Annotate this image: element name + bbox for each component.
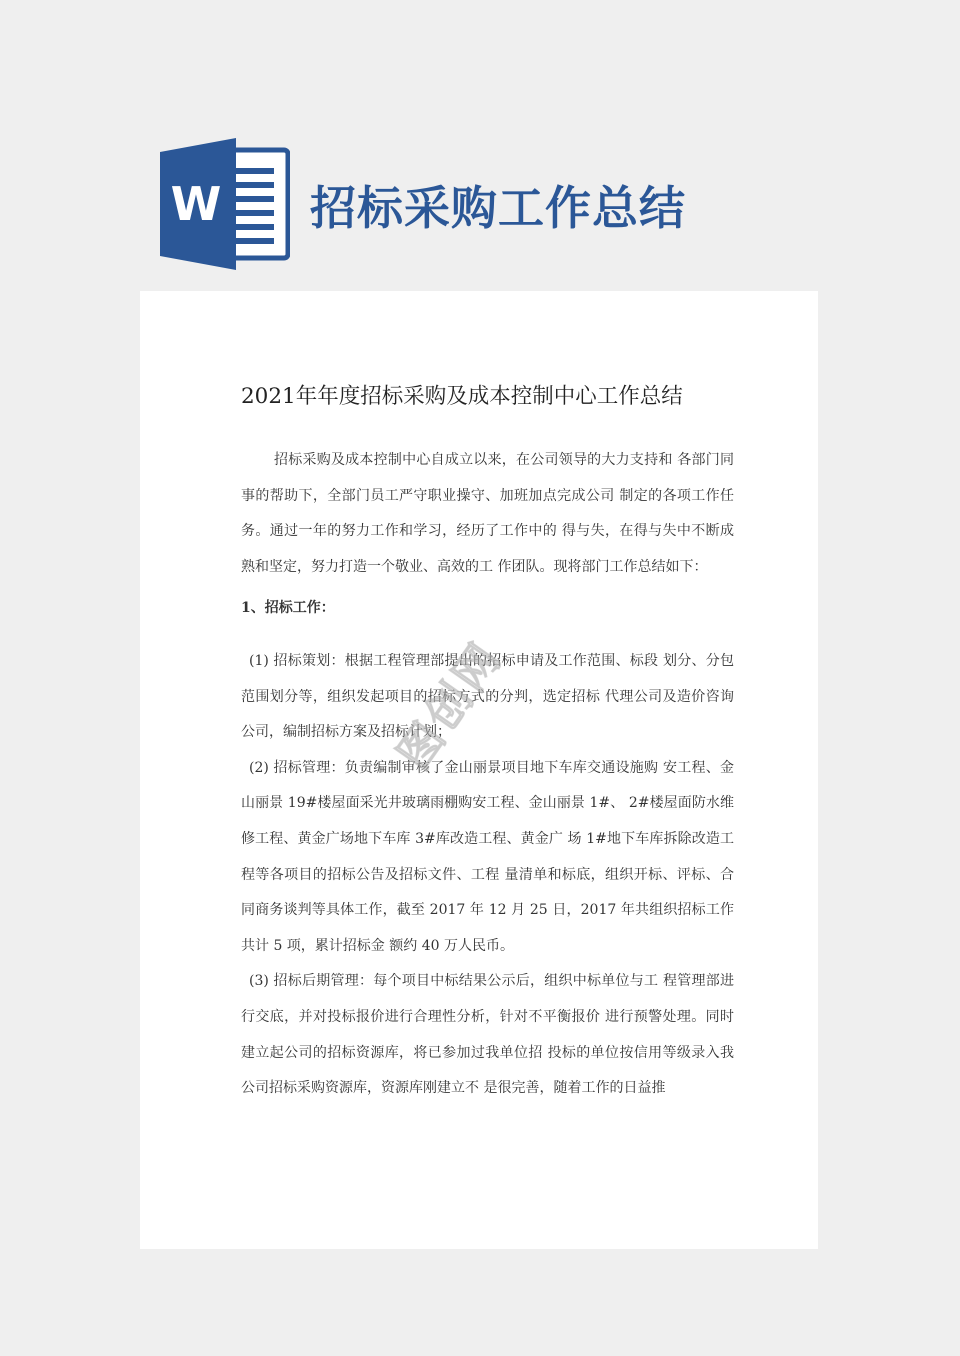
list-item bbox=[241, 751, 734, 965]
header bbox=[158, 138, 858, 272]
section-heading: 1、招标工作： bbox=[241, 600, 335, 617]
item-text: 招标策划：根据工程管理部提出的招标申请及工作范围、标段 划分、分包范围划分等，组织发起项目的招标方式的分判，选定招标 代理公司及造价咨询公司，编制招标方案及招标计划； bbox=[241, 652, 734, 741]
header-title: 招标采购工作总结 bbox=[310, 181, 686, 235]
watermark: 图创网 bbox=[388, 631, 513, 780]
document-title: 2021年年度招标采购及成本控制中心工作总结 bbox=[241, 384, 683, 409]
item-label: (2) bbox=[249, 759, 269, 776]
list-item bbox=[241, 964, 734, 1106]
word-document-icon bbox=[158, 138, 290, 270]
item-label: (1) bbox=[249, 652, 269, 669]
document-body bbox=[241, 443, 734, 1107]
item-text: 招标后期管理：每个项目中标结果公示后，组织中标单位与工 程管理部进行交底，并对投标报价进行合理性分析，针对不平衡报价 进行预警处理。同时建立起公司的招标资源库，将已参加过我单位招 投标的单位按信用等级录入我公司招标采购资源库，资源库刚建立不 是很完善，随着工作的日益推 bbox=[241, 973, 734, 1097]
item-label: (3) bbox=[249, 973, 269, 990]
document-page bbox=[140, 291, 818, 1249]
intro-paragraph: 招标采购及成本控制中心自成立以来，在公司领导的大力支持和 各部门同事的帮助下，全部门员工严守职业操守、加班加点完成公司 制定的各项工作任务。通过一年的努力工作和学习，经历了工作中的 得与失，在得与失中不断成熟和坚定，努力打造一个敬业、高效的工 作团队。现将部门工作总结如下： bbox=[241, 452, 734, 575]
word-icon-letter: W bbox=[170, 177, 222, 231]
item-text: 招标管理：负责编制审核了金山丽景项目地下车库交通设施购 安工程、金山丽景 19#楼屋面采光井玻璃雨棚购安工程、金山丽景 1#、 2#楼屋面防水维修工程、黄金广场地下车库 3#库改造工程、黄金广 场 1#地下车库拆除改造工程等各项目的招标公告及招标文件、工程 量清单和标底，组织开标、评标、合同商务谈判等具体工作，截至 2017 年 12 月 25 日，2017 年共组织招标工作共计 5 项，累计招标金 额约 40 万人民币。 bbox=[241, 759, 734, 954]
list-item bbox=[241, 644, 734, 751]
